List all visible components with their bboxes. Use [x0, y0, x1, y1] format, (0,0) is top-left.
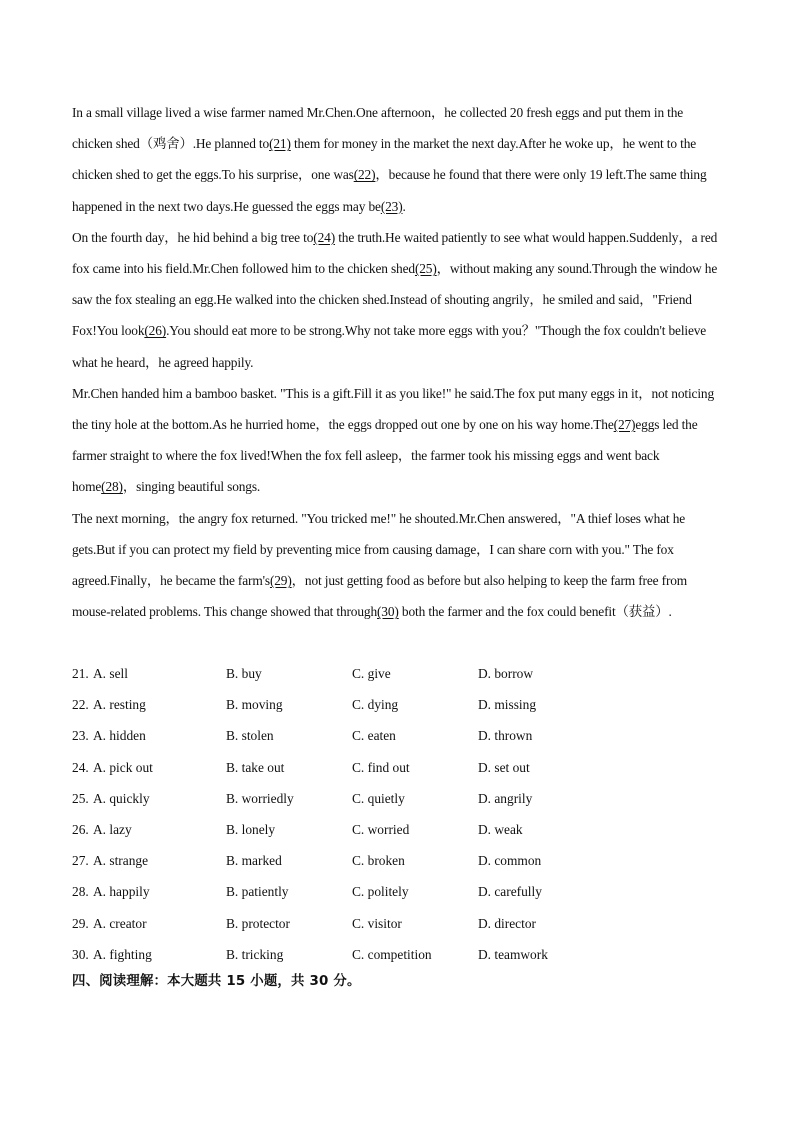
option-d: D. carefully — [478, 884, 542, 900]
option-c: C. worried — [352, 821, 410, 837]
blank-number: (27) — [613, 417, 636, 433]
option-a: A. creator — [93, 915, 147, 931]
blank-number: (24) — [313, 229, 336, 245]
option-a: A. strange — [93, 853, 149, 869]
blank-number: (21) — [269, 136, 291, 152]
question-number: 29. — [72, 915, 89, 931]
option-b: B. buy — [226, 666, 262, 681]
passage-paragraph — [72, 222, 722, 378]
option-c: C. dying — [352, 697, 399, 713]
option-d: D. weak — [478, 821, 523, 837]
option-d: D. director — [478, 915, 537, 931]
passage-text: . — [402, 198, 406, 214]
option-a: A. resting — [93, 697, 146, 713]
option-d: D. set out — [478, 759, 530, 775]
option-b: B. patiently — [226, 884, 289, 900]
passage-text: ，because he found that there were only 19 left.The same thing happened in the next two days.He guessed the eggs may be — [72, 167, 707, 214]
option-c: C. politely — [352, 884, 409, 900]
question-row — [72, 845, 722, 876]
option-b: B. take out — [226, 759, 285, 775]
question-number: 22. — [72, 697, 89, 713]
passage-paragraph — [72, 378, 722, 503]
option-b: B. moving — [226, 697, 283, 713]
blank-number: (26) — [144, 323, 167, 339]
option-a: A. hidden — [93, 728, 146, 744]
option-c: C. broken — [352, 853, 405, 869]
option-b: B. tricking — [226, 946, 284, 962]
question-row — [72, 658, 722, 689]
passage-text: On the fourth day，he hid behind a big tree to — [72, 229, 314, 245]
passage-text: them for money in the market the next day.After he woke up，he went to the chicken shed to get the eggs.To his surprise，one was — [72, 136, 697, 183]
passage-text: ，singing beautiful songs. — [122, 479, 261, 495]
passage-text: The next morning，the angry fox returned. "You tricked me!" he shouted.Mr.Chen answered，"A thief loses what he gets.But if you can protect my field by preventing mice from causing damage，I can share corn with you." The fox agreed.Finally，he became the farm's — [72, 510, 686, 589]
question-number: 24. — [72, 759, 89, 775]
option-a: A. pick out — [93, 759, 153, 775]
option-d: D. angrily — [478, 790, 533, 806]
option-a: A. happily — [93, 884, 150, 900]
option-d: D. thrown — [478, 728, 533, 744]
option-a: A. quickly — [93, 790, 150, 806]
passage-text: ，not just getting food as before but also helping to keep the farm free from mouse-related problems. This change showed that through — [72, 573, 688, 620]
option-a: A. fighting — [93, 946, 152, 962]
passage-text: In a small village lived a wise farmer named Mr.Chen.One afternoon，he collected 20 fresh eggs and put them in the chicken shed（鸡舍）.He planned to — [72, 105, 684, 152]
question-row — [72, 783, 722, 814]
option-b: B. protector — [226, 915, 290, 931]
option-a: A. sell — [93, 666, 128, 681]
passage-text: the truth.He waited patiently to see what would happen.Suddenly，a red fox came into his field.Mr.Chen followed him to the chicken shed — [72, 229, 718, 277]
question-number: 28. — [72, 884, 89, 900]
passage-text: ，without making any sound.Through the window he saw the fox stealing an egg.He walked into the chicken shed.Instead of shouting angrily，he smiled and said，"Friend Fox!You look — [72, 261, 718, 339]
passage-paragraph — [72, 503, 722, 628]
option-c: C. visitor — [352, 915, 402, 931]
passage-text: both the farmer and the fox could benefit（获益）. — [398, 604, 672, 620]
question-row — [72, 939, 722, 970]
option-b: B. marked — [226, 853, 282, 869]
option-b: B. worriedly — [226, 790, 294, 806]
option-b: B. lonely — [226, 821, 276, 837]
question-row — [72, 814, 722, 845]
cloze-passage — [72, 97, 722, 627]
option-b: B. stolen — [226, 728, 274, 744]
passage-text: eggs led the farmer straight to where the fox lived!When the fox fell asleep，the farmer took his missing eggs and went back home — [72, 417, 698, 495]
passage-text: .You should eat more to be strong.Why not take more eggs with you？"Though the fox couldn't believe what he heard，he agreed happily. — [72, 323, 707, 370]
blank-number: (28) — [101, 479, 123, 495]
option-c: C. quietly — [352, 790, 405, 806]
section-heading: 四、阅读理解：本大题共 15 小题，共 30 分。 — [72, 974, 361, 989]
option-a: A. lazy — [93, 821, 132, 837]
option-d: D. common — [478, 853, 542, 869]
option-c: C. competition — [352, 946, 432, 962]
blank-number: (22) — [353, 167, 376, 183]
question-row — [72, 689, 722, 720]
question-number: 30. — [72, 946, 89, 962]
question-row — [72, 908, 722, 939]
question-row — [72, 752, 722, 783]
question-number: 25. — [72, 790, 89, 806]
question-row — [72, 720, 722, 751]
option-d: D. teamwork — [478, 946, 548, 962]
question-number: 26. — [72, 821, 89, 837]
option-c: C. give — [352, 666, 391, 681]
option-d: D. missing — [478, 697, 537, 713]
question-number: 21. — [72, 666, 89, 681]
answer-options — [72, 658, 722, 970]
question-number: 27. — [72, 853, 89, 869]
question-number: 23. — [72, 728, 89, 744]
blank-number: (23) — [380, 198, 403, 214]
blank-number: (25) — [414, 261, 437, 277]
passage-text: Mr.Chen handed him a bamboo basket. "This is a gift.Fill it as you like!" he said.The fox put many eggs in it，not noticing the tiny hole at the bottom.As he hurried home，the eggs dropped out one by one on his way home.The — [72, 385, 714, 433]
blank-number: (29) — [269, 573, 292, 589]
option-d: D. borrow — [478, 666, 534, 681]
question-row — [72, 876, 722, 907]
passage-paragraph — [72, 97, 722, 222]
option-c: C. find out — [352, 759, 410, 775]
blank-number: (30) — [377, 604, 399, 620]
option-c: C. eaten — [352, 728, 396, 744]
